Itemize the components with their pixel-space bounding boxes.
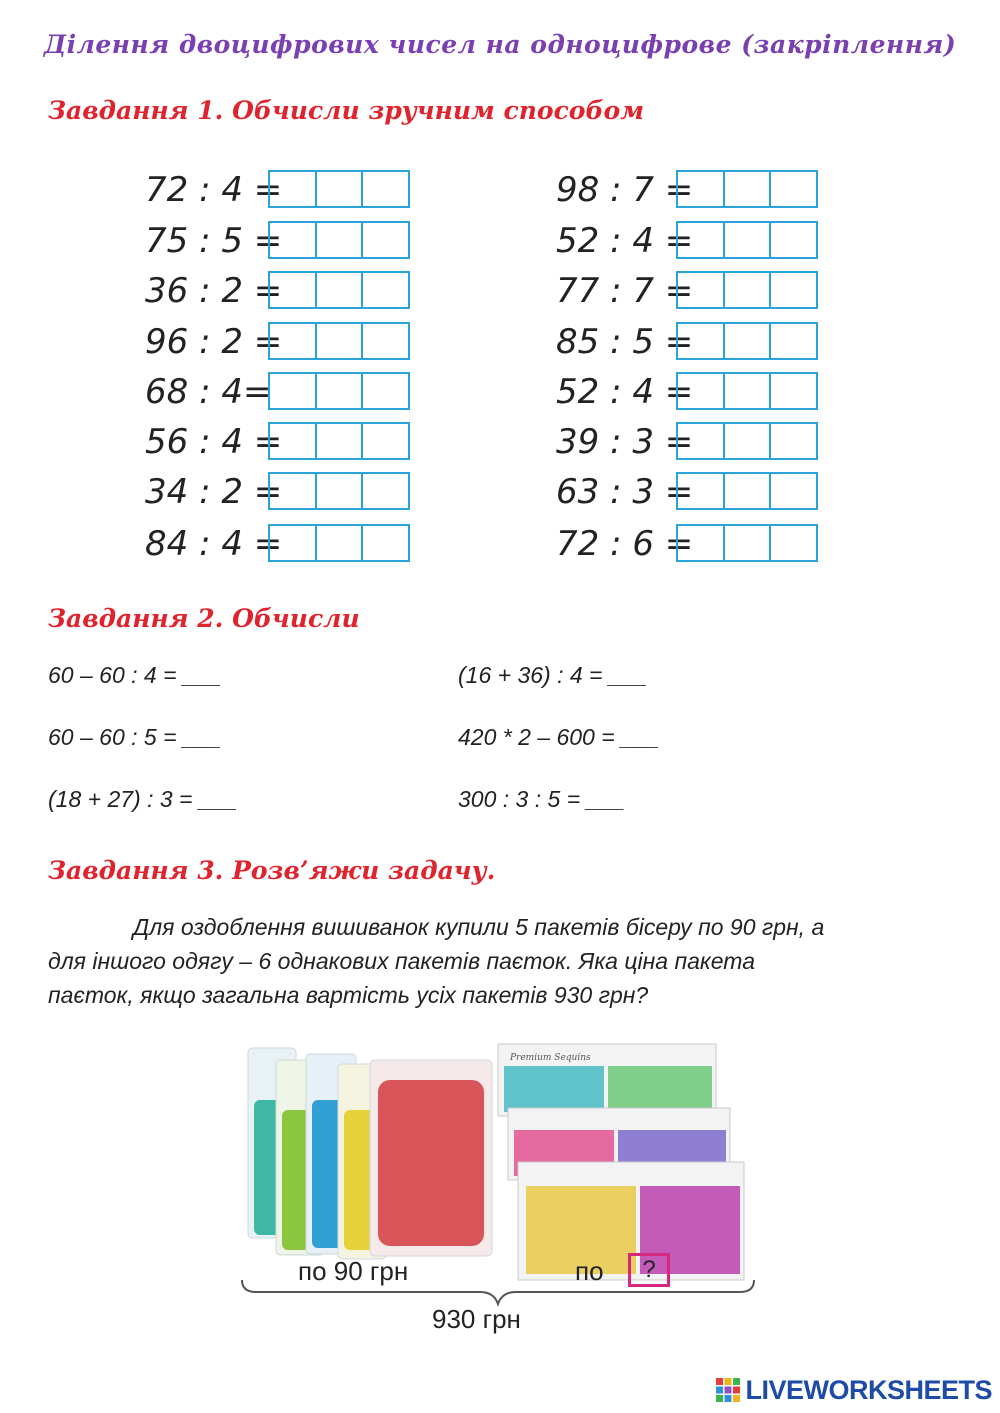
answer-boxes[interactable]: [268, 170, 410, 208]
answer-digit-cell[interactable]: [363, 324, 408, 358]
answer-digit-cell[interactable]: [678, 223, 725, 257]
total-price-label: 930 грн: [432, 1304, 521, 1334]
answer-boxes[interactable]: [268, 422, 410, 460]
answer-digit-cell[interactable]: [317, 374, 364, 408]
answer-digit-cell[interactable]: [363, 374, 408, 408]
answer-digit-cell[interactable]: [317, 172, 364, 206]
answer-boxes[interactable]: [268, 322, 410, 360]
division-expression: 98 : 7 =: [556, 170, 694, 210]
answer-digit-cell[interactable]: [270, 172, 317, 206]
division-expression: 34 : 2 =: [145, 472, 283, 512]
answer-digit-cell[interactable]: [725, 474, 772, 508]
answer-digit-cell[interactable]: [317, 324, 364, 358]
division-expression: 68 : 4=: [145, 372, 272, 412]
task3-problem-text: [48, 910, 928, 1012]
division-expression: 63 : 3 =: [556, 472, 694, 512]
answer-digit-cell[interactable]: [317, 526, 364, 560]
division-expression: 56 : 4 =: [145, 422, 283, 462]
answer-digit-cell[interactable]: [678, 273, 725, 307]
answer-digit-cell[interactable]: [363, 223, 408, 257]
division-expression: 75 : 5 =: [145, 221, 283, 261]
answer-boxes[interactable]: [676, 372, 818, 410]
answer-digit-cell[interactable]: [363, 273, 408, 307]
answer-digit-cell[interactable]: [317, 273, 364, 307]
answer-digit-cell[interactable]: [725, 424, 772, 458]
answer-digit-cell[interactable]: [678, 424, 725, 458]
answer-digit-cell[interactable]: [771, 273, 816, 307]
answer-boxes[interactable]: [676, 322, 818, 360]
answer-digit-cell[interactable]: [725, 526, 772, 560]
answer-digit-cell[interactable]: [771, 424, 816, 458]
answer-boxes[interactable]: [268, 221, 410, 259]
sequins-price-label: по: [575, 1256, 604, 1286]
problem-line-2: для іншого одягу – 6 однакових пакетів паєток. Яка ціна пакета: [48, 948, 755, 974]
liveworksheets-logo-text: LIVEWORKSHEETS: [745, 1374, 992, 1405]
answer-digit-cell[interactable]: [725, 374, 772, 408]
unknown-price-box: ?: [628, 1253, 670, 1287]
answer-boxes[interactable]: [676, 472, 818, 510]
division-expression: 84 : 4 =: [145, 524, 283, 564]
answer-boxes[interactable]: [676, 524, 818, 562]
answer-digit-cell[interactable]: [270, 374, 317, 408]
division-expression: 77 : 7 =: [556, 271, 694, 311]
answer-digit-cell[interactable]: [678, 172, 725, 206]
answer-digit-cell[interactable]: [270, 474, 317, 508]
answer-digit-cell[interactable]: [270, 273, 317, 307]
sequin-packs-image: [498, 1044, 744, 1280]
division-expression: 52 : 4 =: [556, 221, 694, 261]
task2-heading: Завдання 2. Обчисли: [48, 604, 360, 633]
answer-digit-cell[interactable]: [317, 474, 364, 508]
answer-digit-cell[interactable]: [270, 526, 317, 560]
page-title: Ділення двоцифрових чисел на одноцифрове (закріплення): [43, 30, 957, 59]
division-expression: 72 : 6 =: [556, 524, 694, 564]
answer-digit-cell[interactable]: [725, 273, 772, 307]
task2-equation-right-2: 420 * 2 – 600 = ___: [458, 724, 660, 750]
task3-heading: Завдання 3. Розв’яжи задачу.: [48, 856, 496, 885]
answer-digit-cell[interactable]: [725, 172, 772, 206]
answer-boxes[interactable]: [268, 271, 410, 309]
bead-bags-image: [248, 1048, 492, 1259]
answer-digit-cell[interactable]: [317, 424, 364, 458]
answer-boxes[interactable]: [676, 221, 818, 259]
beads-price-label: по 90 грн: [298, 1256, 409, 1286]
answer-digit-cell[interactable]: [725, 324, 772, 358]
division-expression: 96 : 2 =: [145, 322, 283, 362]
task2-equation-left-2: 60 – 60 : 5 = ___: [48, 724, 222, 750]
answer-boxes[interactable]: [676, 170, 818, 208]
answer-digit-cell[interactable]: [678, 374, 725, 408]
answer-digit-cell[interactable]: [363, 474, 408, 508]
task1-heading: Завдання 1. Обчисли зручним способом: [48, 96, 644, 125]
sequin-brand-text: Premium Sequins: [510, 1053, 591, 1063]
answer-digit-cell[interactable]: [270, 324, 317, 358]
division-expression: 72 : 4 =: [145, 170, 283, 210]
beads-and-sequins-illustration: [240, 1040, 760, 1340]
task2-equation-right-1: (16 + 36) : 4 = ___: [458, 662, 648, 688]
division-expression: 85 : 5 =: [556, 322, 694, 362]
answer-digit-cell[interactable]: [363, 526, 408, 560]
liveworksheets-logo-icon: [715, 1377, 741, 1403]
answer-boxes[interactable]: [676, 422, 818, 460]
answer-digit-cell[interactable]: [771, 324, 816, 358]
answer-digit-cell[interactable]: [317, 223, 364, 257]
division-expression: 52 : 4 =: [556, 372, 694, 412]
task2-equation-left-1: 60 – 60 : 4 = ___: [48, 662, 222, 688]
answer-digit-cell[interactable]: [771, 374, 816, 408]
answer-digit-cell[interactable]: [270, 424, 317, 458]
answer-boxes[interactable]: [268, 524, 410, 562]
answer-digit-cell[interactable]: [771, 172, 816, 206]
problem-line-1: Для оздоблення вишиванок купили 5 пакетів бісеру по 90 грн, а: [133, 914, 825, 940]
answer-digit-cell[interactable]: [678, 474, 725, 508]
answer-digit-cell[interactable]: [363, 172, 408, 206]
answer-digit-cell[interactable]: [771, 526, 816, 560]
answer-digit-cell[interactable]: [725, 223, 772, 257]
answer-digit-cell[interactable]: [678, 324, 725, 358]
task2-equation-left-3: (18 + 27) : 3 = ___: [48, 786, 238, 812]
problem-line-3: паєток, якщо загальна вартість усіх пакетів 930 грн?: [48, 982, 649, 1008]
answer-digit-cell[interactable]: [678, 526, 725, 560]
answer-digit-cell[interactable]: [363, 424, 408, 458]
task2-equation-right-3: 300 : 3 : 5 = ___: [458, 786, 625, 812]
answer-boxes[interactable]: [268, 472, 410, 510]
division-expression: 39 : 3 =: [556, 422, 694, 462]
answer-digit-cell[interactable]: [771, 223, 816, 257]
answer-digit-cell[interactable]: [270, 223, 317, 257]
answer-boxes[interactable]: [268, 372, 410, 410]
answer-digit-cell[interactable]: [771, 474, 816, 508]
liveworksheets-logo: [715, 1375, 992, 1405]
division-expression: 36 : 2 =: [145, 271, 283, 311]
answer-boxes[interactable]: [676, 271, 818, 309]
